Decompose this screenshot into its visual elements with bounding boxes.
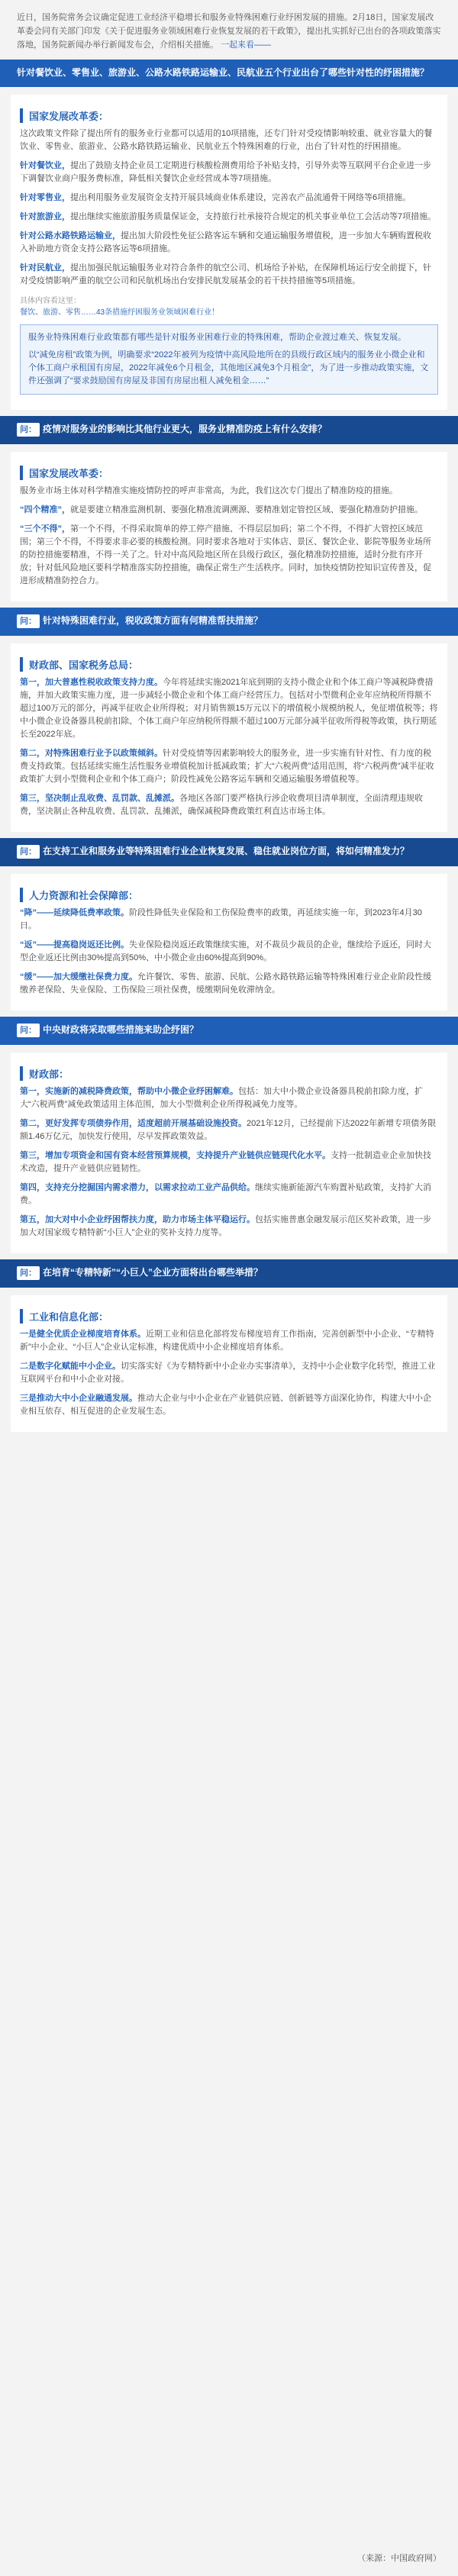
measure-item <box>20 907 438 933</box>
measure-lead: 第二，对特殊困难行业予以政策倾斜。 <box>20 749 163 758</box>
measure-item <box>20 1214 438 1240</box>
measure-lead: 针对公路水路铁路运输业， <box>20 231 121 240</box>
section-body <box>11 643 447 832</box>
measure-lead: “三个不得”， <box>20 524 70 534</box>
section-header-text: 中央财政将采取哪些措施来助企纾困？ <box>43 1024 199 1035</box>
section-body <box>11 1295 447 1432</box>
measure-item <box>20 160 438 185</box>
measure-item <box>20 504 438 517</box>
measure-text: 提出加大阶段性免征公路客运车辆和交通运输服务增值税，进一步加大车辆购置税收入补助地方资金支持公路客运等6项措施。 <box>20 231 431 253</box>
measure-item <box>20 792 438 818</box>
section-header-text: 针对特殊困难行业，税收政策方面有何精准帮扶措施？ <box>43 615 263 626</box>
measure-item <box>20 939 438 965</box>
measure-lead: “降”——延续降低费率政策。 <box>20 908 129 917</box>
measure-item <box>20 523 438 588</box>
department-title: 财政部、国家税务总局： <box>20 657 438 672</box>
section-body <box>11 95 447 410</box>
question-tag: 问： <box>17 614 40 628</box>
measure-text: 提出加强民航运输服务业对符合条件的航空公司、机场给予补贴，在保障机场运行安全前提下，针对受疫情影响严重的航空公司和民航机场出台安排民航发展基金的若干扶持措施等5项措施。 <box>20 263 431 285</box>
related-links <box>20 294 438 317</box>
measure-lead: 第五，加大对中小企业纾困帮扶力度，助力市场主体平稳运行。 <box>20 1215 255 1224</box>
section-header <box>0 1259 458 1288</box>
measure-item <box>20 1117 438 1143</box>
measure-item <box>20 676 438 741</box>
measure-item <box>20 485 438 498</box>
measure-item <box>20 230 438 256</box>
measure-item <box>20 192 438 205</box>
measure-text: 针对受疫情等因素影响较大的服务业，进一步实施有针对性、有力度的税费支持政策。包括延续实施生活性服务业增值税加计抵减政策；扩大“六税两费”适用范围，将“六税两费”减半征收政策扩大到小型微利企业和个体工商户；阶段性减免公路客运车辆和交通运输服务增值税等。 <box>20 749 434 784</box>
measure-text: 推动大企业与中小企业在产业链供应链、创新链等方面深化协作，构建大中小企业相互依存、相互促进的企业发展生态。 <box>20 1394 431 1416</box>
measure-item <box>20 1149 438 1175</box>
section-header <box>0 416 458 444</box>
measure-text: 包括实施普惠金融发展示范区奖补政策，进一步加大对国家级专精特新“小巨人”企业的奖补支持力度等。 <box>20 1215 431 1237</box>
measure-text: 服务业市场主体对科学精准实施疫情防控的呼声非常高，为此，我们这次专门提出了精准防疫的措施。 <box>20 486 398 495</box>
measure-text: 今年将延续实施2021年底到期的支持小微企业和个体工商户等减税降费措施，并加大政策实施力度，进一步减轻小微企业和个体工商户经营压力。包括对小型微利企业年应纳税所得额不超过100万元的部分，再减半征收企业所得税；对月销售额15万元以下的增值税小规模纳税人，免征增值税等；将中小微企业设备器具税前扣除、个体工商户年应纳税所得额不超过100万元部分减半征收所得税等政策，执行期延长至2022年底。 <box>20 678 438 739</box>
section-header-text: 针对餐饮业、零售业、旅游业、公路水路铁路运输业、民航业五个行业出台了哪些针对性的纾困措施？ <box>17 67 430 78</box>
measure-text: 继续实施新能源汽车购置补贴政策，支持扩大消费。 <box>20 1183 431 1205</box>
department-title: 国家发展改革委： <box>20 108 438 123</box>
measure-text: 这次政策文件除了提出所有的服务业行业都可以适用的10项措施，还专门针对受疫情影响较重、就业容量大的餐饮业、零售业、旅游业、公路水路铁路运输业、民航业五个特殊困难的行业，出台了针对性的纾困措施。 <box>20 129 433 151</box>
measure-lead: 第二，更好发挥专项债券作用，适度超前开展基础设施投资。 <box>20 1119 247 1128</box>
section-body <box>11 452 447 601</box>
measure-item <box>20 971 438 997</box>
measure-lead: 针对旅游业， <box>20 212 70 221</box>
highlight-paragraph: 服务业特殊困难行业政策都有哪些是针对服务业困难行业的特殊困难，帮助企业渡过难关、恢复发展。 <box>28 333 406 342</box>
measure-item <box>20 1182 438 1207</box>
question-tag: 问： <box>17 423 40 437</box>
source-note: （来源：中国政府网） <box>357 2554 441 2563</box>
section-header-text: 疫情对服务业的影响比其他行业更大，服务业精准防疫上有什么安排？ <box>43 424 327 434</box>
measure-text: 阶段性降低失业保险和工伤保险费率的政策，再延续实施一年，到2023年4月30日。 <box>20 908 422 930</box>
section-header <box>0 1017 458 1045</box>
measure-item <box>20 127 438 153</box>
measure-lead: “缓”——加大缓缴社保费力度。 <box>20 972 137 982</box>
section-header <box>0 608 458 636</box>
measure-text: 失业保险稳岗返还政策继续实施，对不裁员少裁员的企业，继续给予返还，同时大型企业返还比例由30%提高到50%、中小微企业由60%提高到90%。 <box>20 940 431 962</box>
measure-item <box>20 747 438 786</box>
intro-paragraph <box>0 0 458 60</box>
section-header-text: 在培育“专精特新”“小巨人”企业方面将出台哪些举措？ <box>43 1267 263 1278</box>
section-body <box>11 1053 447 1253</box>
measure-lead: “四个精准”， <box>20 505 70 514</box>
measure-text: 提出了鼓励支持企业员工定期进行核酸检测费用给予补贴支持，引导外卖等互联网平台企业进一步下调餐饮业商户服务费标准，降低相关餐饮企业经营成本等7项措施。 <box>20 161 431 183</box>
department-title: 国家发展改革委： <box>20 466 438 480</box>
section-header <box>0 838 458 866</box>
measure-lead: 第四，支持充分挖掘国内需求潜力，以需求拉动工业产品供给。 <box>20 1183 255 1192</box>
section-header-text: 在支持工业和服务业等特殊困难行业企业恢复发展、稳住就业岗位方面，将如何精准发力？ <box>43 846 410 856</box>
intro-end: 一起来看—— <box>221 40 272 50</box>
measure-lead: 二是数字化赋能中小企业。 <box>20 1362 121 1371</box>
highlight-paragraph: 以“减免房租”政策为例，明确要求“2022年被列为疫情中高风险地所在的县级行政区域内的服务业小微企业和个体工商户承租国有房屋，2022年减免6个月租金，其他地区减免3个月租金”，为了进一步推动政策实施，文件还强调了“要求鼓励国有房屋及非国有房屋出租人减免租金……” <box>28 350 429 385</box>
measure-lead: 三是推动大中小企业融通发展。 <box>20 1394 137 1403</box>
measure-lead: 针对民航业， <box>20 263 70 272</box>
measure-item <box>20 1328 438 1354</box>
measure-lead: “返”——提高稳岗返还比例。 <box>20 940 129 949</box>
measure-item <box>20 1360 438 1386</box>
question-tag: 问： <box>17 1024 40 1037</box>
department-title: 人力资源和社会保障部： <box>20 888 438 902</box>
measure-text: 近期工业和信息化部将发布梯度培育工作指南，完善创新型中小企业、“专精特新”中小企业、“小巨人”企业认定标准，构建优质中小企业梯度培育体系。 <box>20 1330 434 1352</box>
highlight-box <box>20 324 438 395</box>
measure-lead: 针对餐饮业， <box>20 161 70 170</box>
measure-lead: 针对零售业， <box>20 193 70 202</box>
measure-lead: 第一，加大普惠性税收政策支持力度。 <box>20 678 163 687</box>
measure-lead: 第三，坚决制止乱收费、乱罚款、乱摊派。 <box>20 794 179 803</box>
measure-text: 提出继续实施旅游服务质量保证金，支持旅行社承接符合规定的机关事业单位工会活动等7项措施。 <box>70 212 437 221</box>
measure-lead: 第一，实施新的减税降费政策，帮助中小微企业纾困解难。 <box>20 1087 238 1096</box>
question-tag: 问： <box>17 845 40 859</box>
measure-text: 就是要建立精准监测机制、要强化精准流调溯源、要精准划定管控区域、要强化精准防护措施。 <box>70 505 423 514</box>
measure-text: 各地区各部门要严格执行涉企收费项目清单制度，全面清理违规收费，坚决制止各种乱收费、乱罚款、乱摊派，确保减税降费政策红利直达市场主体。 <box>20 794 423 816</box>
department-title: 工业和信息化部： <box>20 1309 438 1323</box>
measure-item <box>20 1085 438 1111</box>
intro-text: 近日，国务院常务会议确定促进工业经济平稳增长和服务业特殊困难行业纾困发展的措施。2月18日，国家发展改革委会同有关部门印发《关于促进服务业领域困难行业恢复发展的若干政策》，提出扎实抓好已出台的各项政策落实落地，国务院新闻办举行新闻发布会，介绍相关措施。 <box>17 13 441 50</box>
measure-lead: 一是健全优质企业梯度培育体系。 <box>20 1330 146 1339</box>
measure-text: 提出利用服务业发展资金支持开展县域商业体系建设，完善农产品流通骨干网络等6项措施。 <box>70 193 411 202</box>
measure-item <box>20 1392 438 1418</box>
measure-item <box>20 262 438 288</box>
measure-text: 2021年12月，已经提前下达2022年新增专项债务限额1.46万亿元，加快发行使用，尽早发挥政策效益。 <box>20 1119 437 1141</box>
department-title: 财政部： <box>20 1066 438 1081</box>
measure-text: 包括：加大中小微企业设备器具税前扣除力度，扩大“六税两费”减免政策适用主体范围，加大小型微利企业所得税减免力度等。 <box>20 1087 423 1109</box>
section-body <box>11 874 447 1011</box>
measure-lead: 第三，增加专项资金和国有资本经营预算规模，支持提升产业链供应链现代化水平。 <box>20 1151 331 1160</box>
measure-text: 支持一批制造业企业加快技术改造，提升产业链供应链韧性。 <box>20 1151 431 1173</box>
related-label: 具体内容看这里： <box>20 297 81 305</box>
section-header <box>0 60 458 87</box>
measure-item <box>20 211 438 224</box>
measure-text: 允许餐饮、零售、旅游、民航、公路水路铁路运输等特殊困难行业企业阶段性缓缴养老保险、失业保险、工伤保险三项社保费，缓缴期间免收滞纳金。 <box>20 972 431 995</box>
measure-text: 切实落实好《为专精特新中小企业办实事清单》，支持中小企业数字化转型，推进工业互联网平台和中小企业对接。 <box>20 1362 436 1384</box>
related-article-link[interactable]: 餐饮、旅游、零售……43条措施纾困服务业领域困难行业！ <box>20 308 220 317</box>
question-tag: 问： <box>17 1266 40 1280</box>
measure-text: 第一个不得，不得采取简单的停工停产措施、不得层层加码；第二个不得，不得扩大管控区域范围；第三个不得，不得要求非必要的核酸检测。同时要求各地对于实体店、景区、餐饮企业、影院等服务业场所的防控措施要精准，不得一关了之。针对中高风险地区所在县级行政区，强化精准防控措施，适时分批有序开放；针对低风险地区要科学精准落实防控措施，确保正常生产生活秩序。同时，加快疫情防控知识宣传普及，促进形成精准防控合力。 <box>20 524 431 585</box>
